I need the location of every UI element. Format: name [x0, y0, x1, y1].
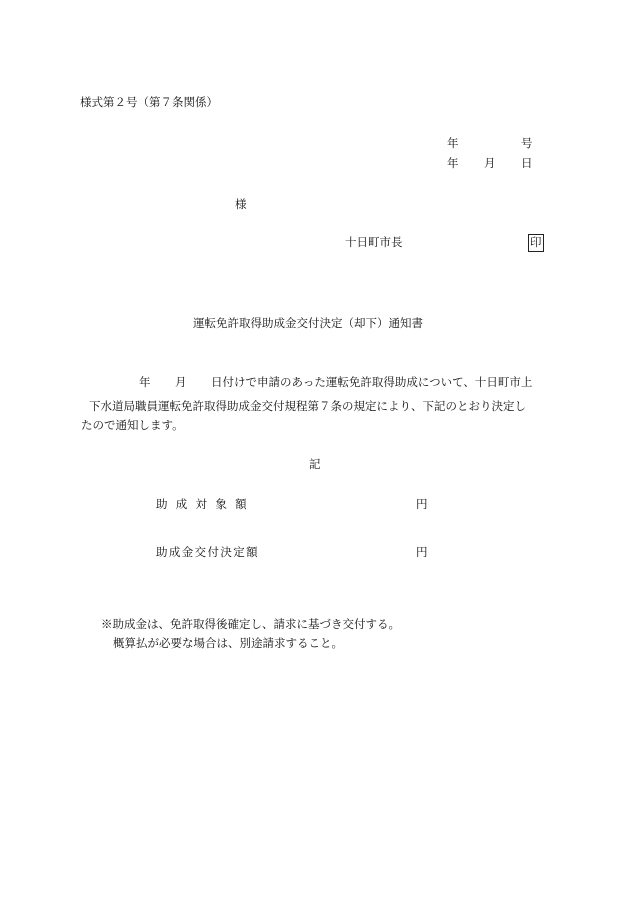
- body-text-line-1: 日付けで申請のあった運転免許取得助成について、十日町市上: [211, 375, 533, 389]
- date-year-label-2: 年: [447, 156, 459, 170]
- body-month-label: 月: [175, 375, 187, 389]
- document-title: 運転免許取得助成金交付決定（却下）通知書: [193, 316, 423, 330]
- body-year-label: 年: [139, 375, 151, 389]
- date-year-label: 年: [447, 136, 459, 150]
- date-day-label: 日: [521, 156, 533, 170]
- body-text-line-2: 下水道局職員運転免許取得助成金交付規程第７条の規定により、下記のとおり決定し: [89, 399, 526, 413]
- body-text-line-3: たので通知します。: [81, 418, 184, 432]
- date-number-label: 号: [521, 136, 533, 150]
- amount-label-decision: 助成金交付決定額: [156, 545, 260, 559]
- note-line-2: 概算払が必要な場合は、別途請求すること。: [113, 636, 343, 650]
- amount-unit-decision: 円: [416, 545, 428, 559]
- ki-heading: 記: [309, 457, 321, 471]
- amount-label-target: 助成対象額: [156, 497, 255, 511]
- recipient-honorific: 様: [235, 197, 247, 211]
- note-line-1: ※助成金は、免許取得後確定し、請求に基づき交付する。: [101, 617, 400, 631]
- seal-mark: 印: [528, 234, 544, 252]
- date-month-label: 月: [484, 156, 496, 170]
- amount-unit-target: 円: [416, 497, 428, 511]
- form-number: 様式第２号（第７条関係）: [80, 95, 218, 109]
- issuer-name: 十日町市長: [345, 235, 403, 249]
